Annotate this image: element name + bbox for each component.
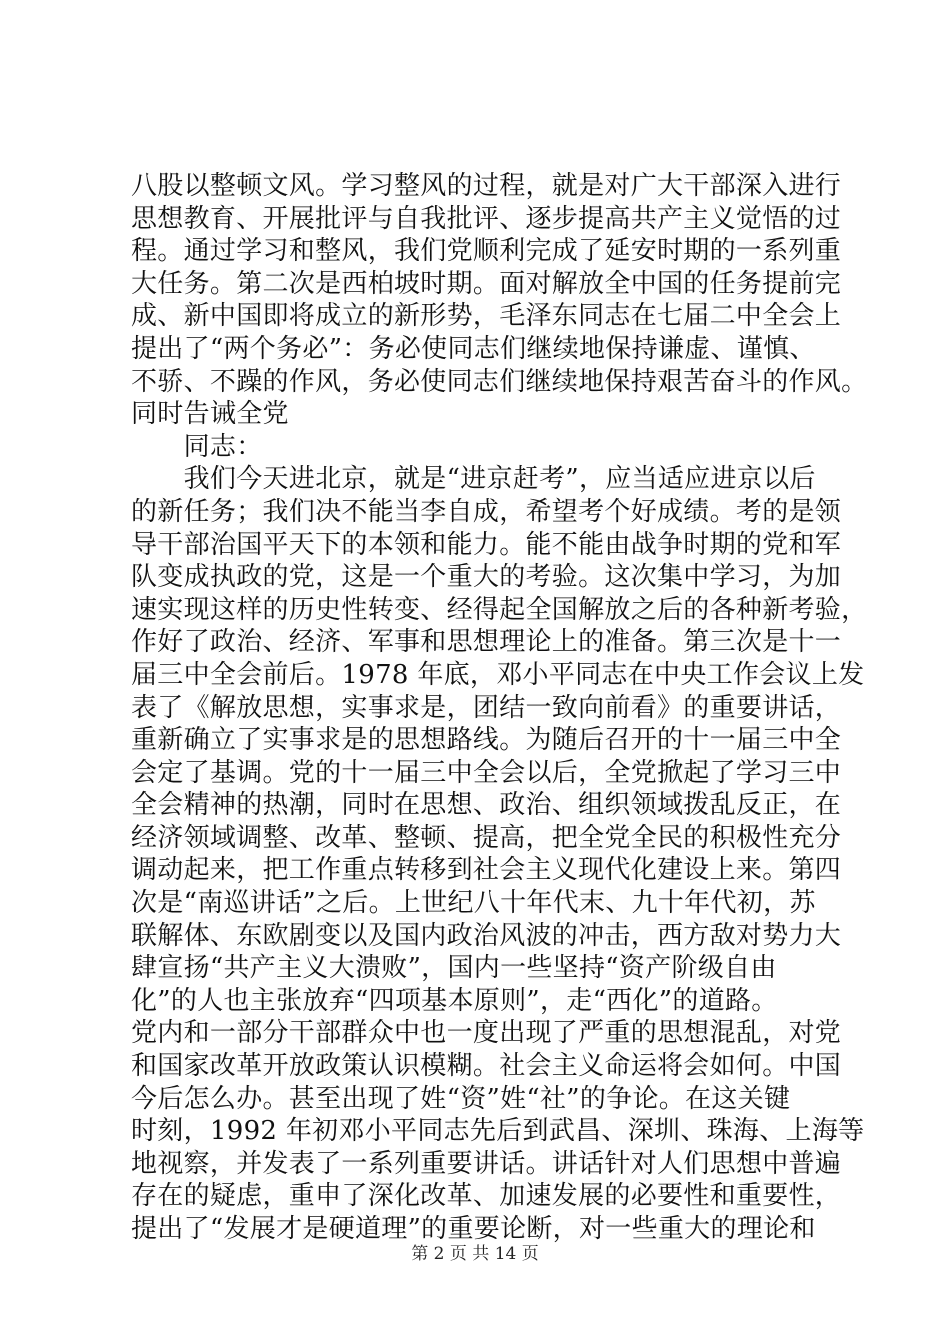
text-line: 经济领域调整、改革、整顿、提高，把全党全民的积极性充分	[131, 822, 842, 853]
text-line: 存在的疑虑，重申了深化改革、加速发展的必要性和重要性，	[131, 1181, 842, 1212]
text-line: 地视察，并发表了一系列重要讲话。讲话针对人们思想中普遍	[131, 1148, 842, 1179]
text-line: 作好了政治、经济、军事和思想理论上的准备。第三次是十一	[131, 627, 842, 658]
text-line: 次是“南巡讲话”之后。上世纪八十年代末、九十年代初，苏	[131, 888, 816, 919]
text-line: 调动起来，把工作重点转移到社会主义现代化建设上来。第四	[131, 855, 842, 886]
text-line: 今后怎么办。甚至出现了姓“资”姓“社”的争论。在这关键	[131, 1083, 791, 1114]
text-line: 程。通过学习和整风，我们党顺利完成了延安时期的一系列重	[131, 236, 842, 267]
text-line: 时刻，1992 年初邓小平同志先后到武昌、深圳、珠海、上海等	[131, 1116, 865, 1147]
text-line: 不骄、不躁的作风，务必使同志们继续地保持艰苦奋斗的作风。	[131, 366, 868, 397]
text-line: 重新确立了实事求是的思想路线。为随后召开的十一届三中全	[131, 725, 842, 756]
page-footer	[0, 1243, 950, 1265]
text-line: 八股以整顿文风。学习整风的过程，就是对广大干部深入进行	[131, 171, 842, 201]
text-line: 届三中全会前后。1978 年底，邓小平同志在中央工作会议上发	[131, 659, 865, 690]
text-line: 会定了基调。党的十一届三中全会以后，全党掀起了学习三中	[131, 757, 842, 788]
text-line: 成、新中国即将成立的新形势，毛泽东同志在七届二中全会上	[131, 301, 842, 332]
text-line: 表了《解放思想，实事求是，团结一致向前看》的重要讲话，	[131, 692, 842, 723]
text-line: 提出了“发展才是硬道理”的重要论断，对一些重大的理论和	[131, 1214, 816, 1244]
page-number-label: 第 2 页 共 14 页	[411, 1244, 539, 1264]
text-line: 速实现这样的历史性转变、经得起全国解放之后的各种新考验，	[131, 594, 868, 625]
text-line: 的新任务；我们决不能当李自成，希望考个好成绩。考的是领	[131, 496, 842, 527]
text-line: 队变成执政的党，这是一个重大的考验。这次集中学习，为加	[131, 562, 842, 593]
text-line: 联解体、东欧剧变以及国内政治风波的冲击，西方敌对势力大	[131, 920, 842, 951]
text-line: 提出了“两个务必”：务必使同志们继续地保持谦虚、谨慎、	[131, 333, 816, 364]
text-line: 化”的人也主张放弃“四项基本原则”，走“西化”的道路。	[131, 985, 778, 1016]
text-line: 全会精神的热潮，同时在思想、政治、组织领域拨乱反正，在	[131, 790, 842, 821]
text-line: 同时告诫全党	[131, 399, 289, 430]
text-line: 和国家改革开放政策认识模糊。社会主义命运将会如何。中国	[131, 1051, 842, 1082]
text-line: 同志：	[131, 431, 263, 462]
text-line: 导干部治国平天下的本领和能力。能不能由战争时期的党和军	[131, 529, 842, 560]
body-text	[131, 170, 868, 1246]
text-line: 大任务。第二次是西柏坡时期。面对解放全中国的任务提前完	[131, 268, 842, 299]
text-line: 党内和一部分干部群众中也一度出现了严重的思想混乱，对党	[131, 1018, 842, 1049]
text-line: 我们今天进北京，就是“进京赶考”，应当适应进京以后	[131, 464, 816, 495]
text-line: 肆宣扬“共产主义大溃败”，国内一些坚持“资产阶级自由	[131, 953, 777, 984]
text-line: 思想教育、开展批评与自我批评、逐步提高共产主义觉悟的过	[131, 203, 842, 234]
